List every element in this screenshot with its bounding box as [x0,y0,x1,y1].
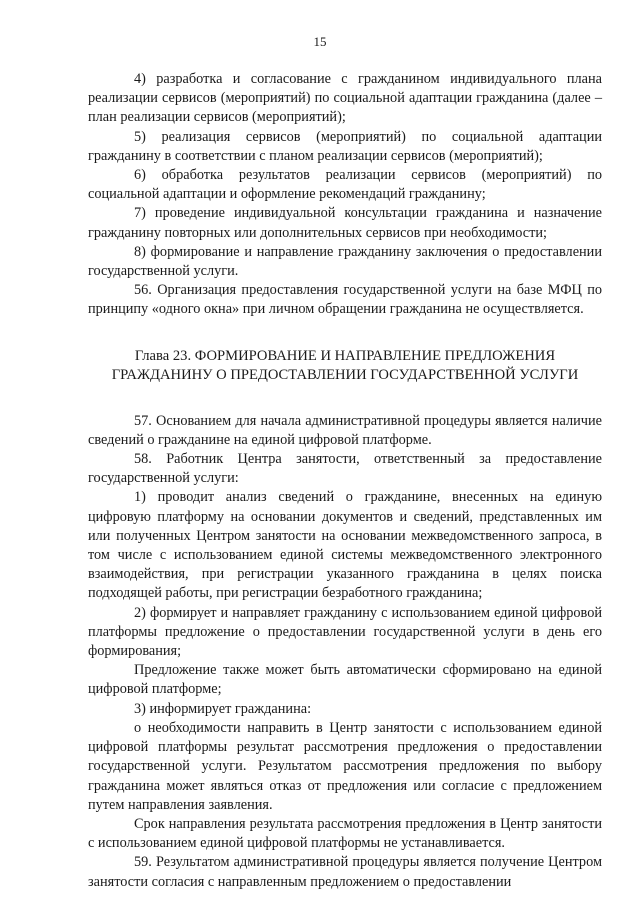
list-item-6-processing-results: 6) обработка результатов реализации сервисов (мероприятий) по социальной адаптации и оформление рекомендаций гражданину; [88,167,602,203]
chapter-heading-line-1: Глава 23. ФОРМИРОВАНИЕ И НАПРАВЛЕНИЕ ПРЕДЛОЖЕНИЯ [134,347,556,364]
chapter-heading-line-2: ГРАЖДАНИНУ О ПРЕДОСТАВЛЕНИИ ГОСУДАРСТВЕННОЙ УСЛУГИ [111,366,579,383]
document-body [88,70,602,892]
clause-58-item-3: 3) информирует гражданина: [134,700,312,717]
list-item-7-consultation: 7) проведение индивидуальной консультации гражданина и назначение гражданину повторных или дополнительных сервисов при необходимости; [88,205,602,241]
clause-58-item-2-note: Предложение также может быть автоматически сформировано на единой цифровой платформе; [88,662,602,698]
clause-58-deadline: Срок направления результата рассмотрения предложения в Центр занятости с использованием единой цифровой платформы не устанавливается. [88,815,602,852]
chapter-heading [88,347,602,385]
clause-56: 56. Организация предоставления государственной услуги на базе МФЦ по принципу «одного окна» при личном обращении гражданина не осуществляется. [88,282,602,318]
clause-59: 59. Результатом административной процедуры является получение Центром занятости согласия с направленным предложением о предоставлении [88,854,602,890]
list-item-5-implementation: 5) реализация сервисов (мероприятий) по социальной адаптации гражданину в соответствии с планом реализации сервисов (мероприятий); [88,128,602,164]
clause-58-item-3-detail: о необходимости направить в Центр занятости с использованием единой цифровой платформы результат рассмотрения предложения о предоставлении государственной услуги. Результатом рассмотрения предложения по выбору гражданина может являться отказ от предложения или согласие с предложением путем направления заявления. [88,719,602,813]
list-item-8-conclusion: 8) формирование и направление гражданину заключения о предоставлении государственной услуги. [88,243,602,280]
clause-58-item-1: 1) проводит анализ сведений о гражданине, внесенных на единую цифровую платформу на основании документов и сведений, представленных им или полученных Центром занятости на основании межведомственного запроса, в том числе с использованием единой системы межведомственного электронного взаимодействия, при регистрации указанного гражданина в целях поиска подходящей работы, при регистрации безработного гражданина; [88,489,602,602]
list-item-4-individual-plan: 4) разработка и согласование с гражданином индивидуального плана реализации сервисов (мероприятий) по социальной адаптации гражданина (далее – план реализации сервисов (мероприятий); [88,71,602,126]
page-number: 15 [313,34,327,49]
clause-58-item-2: 2) формирует и направляет гражданину с использованием единой цифровой платформы предложение о предоставлении государственной услуги в день его формирования; [88,604,602,660]
clause-57: 57. Основанием для начала административной процедуры является наличие сведений о гражданине на единой цифровой платформе. [88,412,602,448]
clause-58: 58. Работник Центра занятости, ответственный за предоставление государственной услуги: [88,451,602,487]
